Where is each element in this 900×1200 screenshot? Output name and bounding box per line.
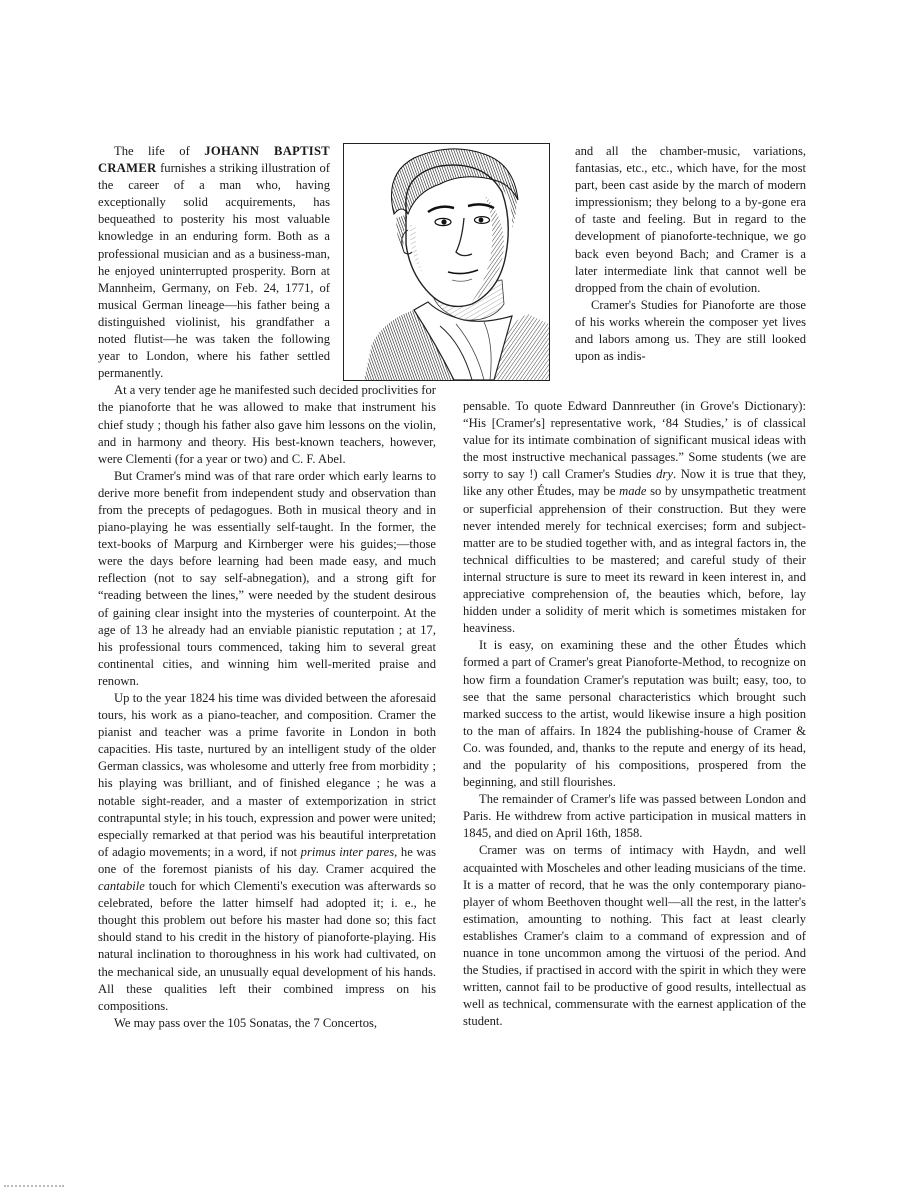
right-column-top bbox=[575, 143, 806, 365]
italic-text: made bbox=[619, 484, 647, 499]
paragraph: It is easy, on examining these and the other Études which formed a part of Cramer's great Pianoforte-Method, to recognize on how firm a foundation Cramer's reputation was built; easy, too, to see that the same personal characteristics which brought such marked success to the artist, would likewise insure a high position to the man of affairs. In 1824 the publishing-house of Cramer & Co. was founded, and, thanks to the repute and energy of its head, and the popularity of his compositions, prospered from the beginning, and still flourishes. bbox=[463, 638, 806, 790]
paragraph: But Cramer's mind was of that rare order which early learns to derive more benefit from independent study and observation than from the precepts of pedagogues. Both in musical theory and in piano-playing he was essentially self-taught. In the former, the text-books of Marpurg and Kirnberger were his guides;—those were the days before learning had been made easy, and much reflection (not to say self-abnegation), and a strong gift for “reading between the lines,” were needed by the student desirous of gaining clear insight into the mysteries of counterpoint. At the age of 13 he already had an enviable pianistic reputation ; at 17, his professional tours commenced, taking him to several great continental cities, and winning him well-merited praise and renown. bbox=[98, 468, 436, 688]
text-run: Up to the year 1824 his time was divided between the aforesaid tours, his work as a piano-teacher, and composition. Cramer the pianist and teacher was a prime favorite in London in both capacities. His taste, nurtured by an intelligent study of the older German classics, was wholesome and utterly free from morbidity ; his playing was brilliant, and of finished elegance ; he was a notable sight-reader, and a master of extemporization in strict contrapuntal style; in his touch, expression and power were united; especially remarked at that period was his beautiful interpretation of adagio movements; in a word, if not bbox=[98, 691, 436, 859]
paragraph bbox=[463, 398, 806, 637]
intro-paragraph bbox=[98, 143, 330, 382]
page-footer-mark bbox=[4, 1185, 64, 1191]
italic-text: cantabile bbox=[98, 879, 145, 894]
subject-name: JOHANN BAPTIST CRAMER bbox=[98, 144, 330, 176]
text-run: . Now it is true that they, like any other Études, may be bbox=[463, 467, 807, 499]
left-column bbox=[98, 143, 436, 1032]
paragraph: The remainder of Cramer's life was passed between London and Paris. He withdrew from active participation in musical matters in 1845, and died on April 16th, 1858. bbox=[463, 792, 806, 841]
paragraph: and all the chamber-music, variations, fantasias, etc., etc., which have, for the most part, been cast aside by the march of modern impressionism; they belong to a by-gone era of taste and feeling. But in regard to the development of pianoforte-technique, we go back even beyond Bach; and Cramer is a later intermediate link that cannot well be dropped from the chain of evolution. bbox=[575, 144, 806, 295]
right-column bbox=[463, 398, 806, 1030]
text-run: touch for which Clementi's execution was afterwards so celebrated, before the latter himself had adopted it; i. e., he thought this problem out before his master had done so; this fact should stand to his credit in the history of pianoforte-playing. His natural inclination to thoroughness in his work had cultivated, on the mechanical side, an unusually equal development of his hands. All these qualities left their combined impress on his compositions. bbox=[98, 879, 436, 1013]
text-run: pensable. To quote Edward Dannreuther (in Grove's Dictionary): “His [Cramer's] representative work, ‘84 Studies,’ is of classical value for its intimate combination of significant musical ideas with the most instructive mechanical passages.” Some students (we are sorry to say !) call Cramer's Studies bbox=[463, 399, 806, 482]
intro-text-rest: furnishes a striking illustration of the career of a man who, having exceptionally solid acquirements, has bequeathed to posterity his most valuable knowledge in an enduring form. Both as a professional musician and as a business-man, he enjoyed uninterrupted prosperity. Born at Mannheim, Germany, on Feb. 24, 1771, of musical German lineage—his father being a distinguished violinist, his grandfather a noted flutist—he was taken the following year to London, where his father settled permanently. bbox=[98, 161, 330, 381]
paragraph: Cramer was on terms of intimacy with Haydn, and well acquainted with Moscheles and other leading musicians of the time. It is a matter of record, that he was the only contemporary piano-player of whom Beethoven thought well—all the rest, in the latter's estimation, amounting to nothing. This fact at least clearly establishes Cramer's claim to a command of expression and of nuance in tone uncommon among the virtuosi of the period. And the Studies, if practised in accord with the spirit in which they were written, cannot fail to be productive of good results, intellectual as well as technical, commensurate with the earnest application of the student. bbox=[463, 843, 806, 1029]
intro-text: The life of bbox=[114, 144, 205, 158]
italic-text: dry bbox=[656, 467, 673, 482]
italic-text: primus inter pares bbox=[300, 844, 395, 859]
paragraph: Cramer's Studies for Pianoforte are those of his works wherein the composer yet lives and labors among us. They are still looked upon as indis- bbox=[575, 297, 806, 364]
text-run: so by unsympathetic treatment or superficial apprehension of their construction. But they were never intended merely for technical exercises; form and subject-matter are to be studied together with, and as integral factors in, the technical difficulties to be mastered; and careful study of their internal structure is sure to meet its reward in keen interest in, and appreciative comprehension of, the beauties which, before, lay hidden under a solidity of merit which is sometimes mistaken for heaviness. bbox=[463, 484, 806, 636]
paragraph: We may pass over the 105 Sonatas, the 7 Concertos, bbox=[114, 1015, 378, 1030]
text-run: , he was one of the foremost pianists of his day. Cramer acquired the bbox=[98, 844, 437, 876]
paragraph: At a very tender age he manifested such decided proclivities for the pianoforte that he was allowed to make that instrument his chief study ; though his father also gave him lessons on the violin, and in harmony and theory. His best-known teachers, however, were Clementi (for a year or two) and C. F. Abel. bbox=[98, 383, 436, 466]
paragraph bbox=[98, 690, 436, 1015]
